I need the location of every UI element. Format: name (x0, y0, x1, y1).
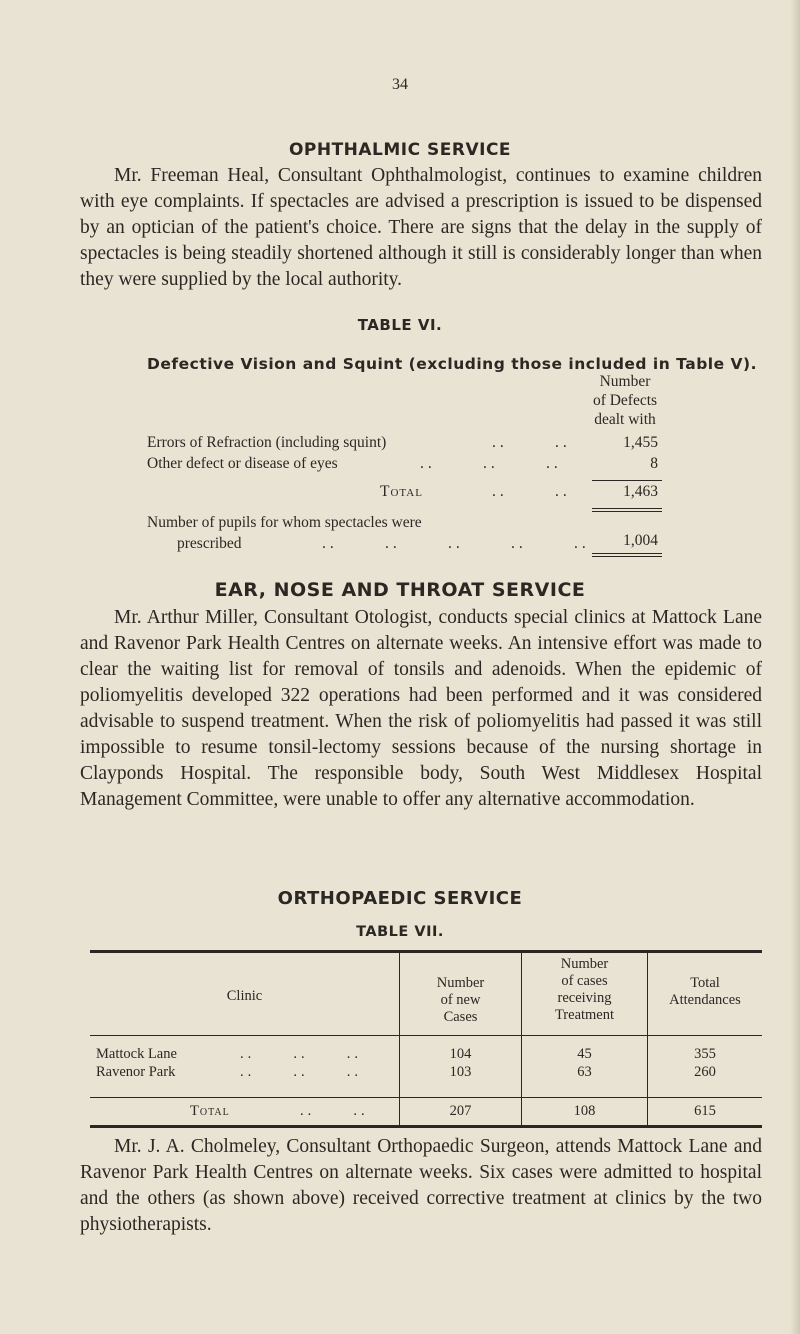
row-clinic: Mattock Lane (96, 1046, 177, 1062)
row-new: 103 (449, 1064, 472, 1080)
ophthalmic-heading: OPHTHALMIC SERVICE (288, 140, 512, 160)
table6-row-label: Errors of Refraction (including squint) (147, 434, 387, 451)
leader-dots: .. .. .. .. .. (322, 535, 590, 552)
table-top-rule (90, 950, 762, 953)
row-attendances: 260 (694, 1064, 716, 1080)
header-line: Number (560, 956, 609, 972)
leader-dots: .. .. (492, 434, 571, 451)
pupils-value: 1,004 (623, 532, 658, 549)
total-rule (90, 1097, 762, 1098)
header-rule (90, 1035, 762, 1036)
total-label: Total (190, 1103, 230, 1119)
page-edge-shadow (790, 0, 800, 1334)
row-new: 104 (449, 1046, 472, 1062)
table-bottom-rule (90, 1125, 762, 1128)
header-clinic: Clinic (226, 988, 263, 1004)
table6-label: TABLE VI. (357, 316, 443, 334)
header-line: Number (436, 975, 485, 991)
leader-dots: .. .. .. (240, 1064, 362, 1080)
double-rule (592, 511, 662, 512)
ortho-heading: ORTHOPAEDIC SERVICE (277, 888, 523, 909)
table7-label: TABLE VII. (356, 924, 444, 940)
ent-paragraph: Mr. Arthur Miller, Consultant Otologist, conducts special clinics at Mattock Lane and Ravenor Park Health Centres on alternate weeks. An intensive effort was made to clear the waiting list for removal of tonsils and adenoids. When the epidemic of poliomyelitis developed 322 operations had been performed and it was considered advisable to suspend treatment. When the risk of poliomyelitis had passed it was still impossible to resume tonsil-lectomy sessions because of the nursing shortage in Clayponds Hospital. The responsible body, South West Middlesex Hospital Management Committee, were unable to offer any alternative accommodation. (80, 607, 762, 810)
header-line: of new (440, 992, 481, 1008)
page-number: 34 (392, 76, 408, 93)
table6-column-header (560, 372, 690, 429)
header-line: receiving (557, 990, 612, 1006)
ophthalmic-paragraph: Mr. Freeman Heal, Consultant Ophthalmologist, continues to examine children with eye complaints. If spectacles are advised a prescription is issued to be dispensed by an optician of the patient's choice. There are signs that the delay in the supply of spectacles is being steadily shortened although it still is considerably longer than when they were supplied by the local authority. (80, 165, 762, 290)
col-header-line: dealt with (594, 411, 656, 428)
pupils-label: Number of pupils for whom spectacles were (147, 514, 422, 531)
total-receiving: 108 (573, 1103, 596, 1119)
table6-title: Defective Vision and Squint (excluding those included in Table V). (147, 355, 757, 373)
double-rule (592, 553, 662, 554)
leader-dots: .. .. (300, 1103, 369, 1119)
table6-row-value: 1,455 (623, 434, 658, 451)
header-line: Attendances (669, 992, 741, 1008)
leader-dots: .. .. .. (240, 1046, 362, 1062)
ent-heading: EAR, NOSE AND THROAT SERVICE (214, 579, 586, 601)
table6-row-value: 8 (650, 455, 658, 472)
header-total-attendances (648, 975, 762, 1009)
subtotal-rule (592, 480, 662, 481)
table6-total-value: 1,463 (623, 483, 658, 500)
row-clinic: Ravenor Park (96, 1064, 176, 1080)
header-line: of cases (561, 973, 608, 989)
col-header-line: Number (599, 373, 651, 390)
leader-dots: .. .. (492, 483, 571, 500)
pupils-label-continued: prescribed (177, 535, 242, 552)
leader-dots: .. .. .. (420, 455, 562, 472)
header-line: Treatment (554, 1007, 615, 1023)
row-receiving: 45 (577, 1046, 592, 1062)
table6-total-label: Total (380, 483, 423, 500)
table6-row-label: Other defect or disease of eyes (147, 455, 338, 472)
total-attendances: 615 (694, 1103, 716, 1119)
total-new: 207 (449, 1103, 472, 1119)
header-receiving-treatment (522, 956, 647, 1024)
double-rule (592, 508, 662, 509)
double-rule (592, 556, 662, 557)
ortho-paragraph: Mr. J. A. Cholmeley, Consultant Orthopaedic Surgeon, attends Mattock Lane and Ravenor Park Health Centres on alternate weeks. Six cases were admitted to hospital and the others (as shown above) received corrective treatment at clinics by the two physiotherapists. (80, 1136, 762, 1235)
header-new-cases (400, 975, 521, 1026)
col-header-line: of Defects (592, 392, 658, 409)
header-line: Total (690, 975, 720, 991)
header-line: Cases (443, 1009, 478, 1025)
row-receiving: 63 (577, 1064, 592, 1080)
row-attendances: 355 (694, 1046, 716, 1062)
